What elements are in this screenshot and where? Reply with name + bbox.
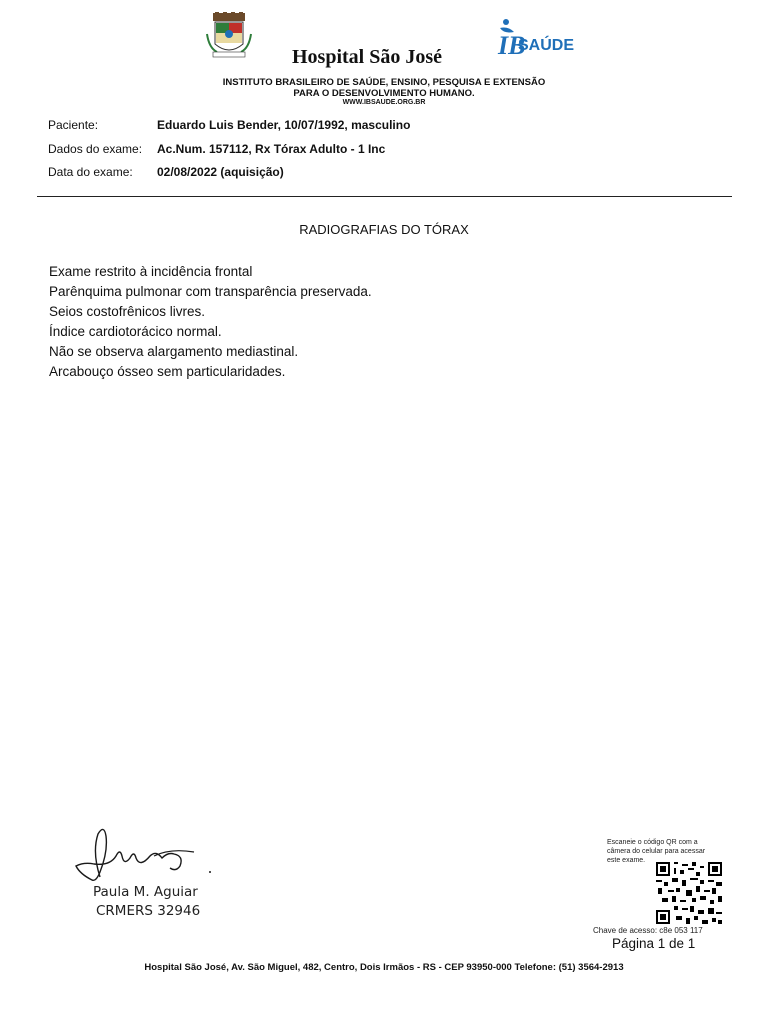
- logo-letter: IB: [498, 31, 526, 60]
- institute-url: WWW.IBSAUDE.ORG.BR: [342, 99, 426, 106]
- qr-code-icon[interactable]: [656, 862, 722, 924]
- patient-value: Eduardo Luis Bender, 10/07/1992, masculino: [157, 118, 411, 132]
- handwritten-signature: [70, 822, 220, 892]
- finding-item: Índice cardiotorácico normal.: [49, 324, 222, 339]
- ibsaude-logo-icon: [494, 16, 575, 60]
- municipal-crest-icon: [205, 12, 253, 60]
- access-key: Chave de acesso: c8e 053 117: [593, 926, 703, 935]
- hospital-title: Hospital São José: [292, 46, 443, 68]
- footer-address: Hospital São José, Av. São Miguel, 482, Centro, Dois Irmãos - RS - CEP 93950-000 Telefone: (51) 3564-2913: [144, 962, 624, 973]
- institute-name-line2: PARA O DESENVOLVIMENTO HUMANO.: [293, 88, 475, 99]
- logo-text: SAÚDE: [518, 37, 575, 54]
- institute-name-line1: INSTITUTO BRASILEIRO DE SAÚDE, ENSINO, PESQUISA E EXTENSÃO: [222, 77, 546, 88]
- finding-item: Seios costofrênicos livres.: [49, 304, 206, 319]
- exam-date-label: Data do exame:: [48, 165, 133, 179]
- header-divider: [37, 196, 732, 197]
- page-number: Página 1 de 1: [612, 936, 696, 951]
- exam-data-value: Ac.Num. 157112, Rx Tórax Adulto - 1 Inc: [157, 142, 386, 156]
- findings-list: [49, 262, 372, 382]
- finding-item: Não se observa alargamento mediastinal.: [49, 344, 299, 359]
- signer-registration: CRMERS 32946: [96, 903, 201, 919]
- exam-date-value: 02/08/2022 (aquisição): [157, 165, 284, 179]
- qr-instructions: Escaneie o código QR com a câmera do celular para acessar este exame.: [607, 839, 706, 864]
- signer-name: Paula M. Aguiar: [93, 884, 198, 900]
- report-title: RADIOGRAFIAS DO TÓRAX: [299, 222, 469, 237]
- finding-item: Exame restrito à incidência frontal: [49, 264, 253, 279]
- exam-data-label: Dados do exame:: [48, 142, 143, 156]
- patient-label: Paciente:: [48, 118, 99, 132]
- finding-item: Arcabouço ósseo sem particularidades.: [49, 364, 286, 379]
- finding-item: Parênquima pulmonar com transparência preservada.: [49, 284, 372, 299]
